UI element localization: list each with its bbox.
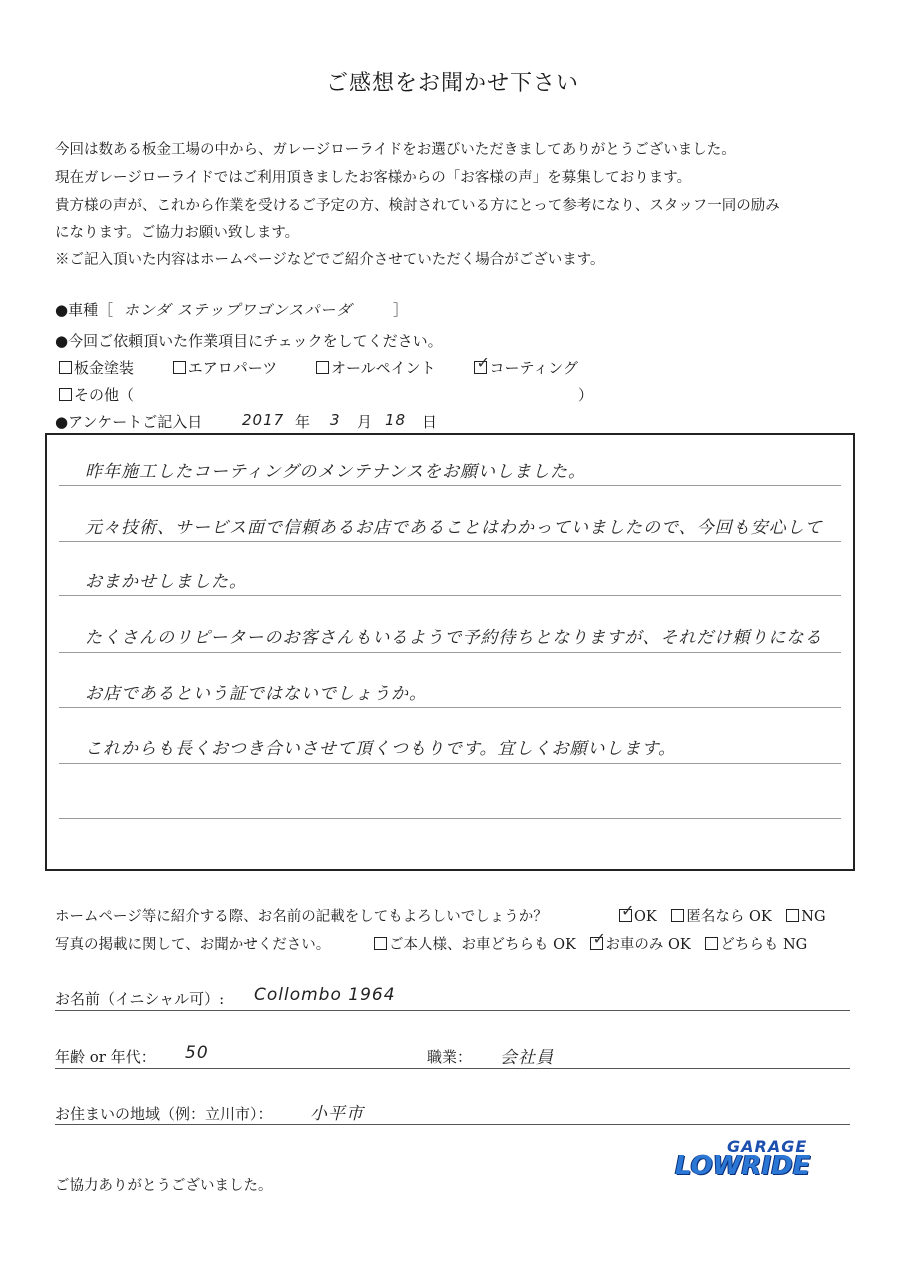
- name-consent-question: ホームページ等に紹介する際、お名前の記載をしてもよろしいでしょうか？: [55, 909, 548, 925]
- comment-line: これからも長くおつき合いさせて頂くつもりです。宜しくお願いします。: [85, 739, 677, 759]
- checkbox[interactable]: [374, 937, 387, 950]
- checkbox[interactable]: [59, 361, 72, 374]
- comment-box[interactable]: [45, 433, 855, 871]
- ruled-line: [59, 485, 841, 486]
- comment-line: おまかせしました。: [85, 572, 247, 592]
- checkbox[interactable]: [474, 353, 490, 374]
- date-month-unit: 月: [357, 413, 373, 431]
- garage-lowride-logo: [675, 1137, 815, 1195]
- ruled-line: [59, 595, 841, 596]
- date-year[interactable]: 2017: [242, 411, 285, 429]
- checkbox[interactable]: [619, 901, 635, 922]
- checkbox[interactable]: [786, 909, 799, 922]
- name-label: お名前（イニシャル可）:: [55, 990, 225, 1008]
- date-year-unit: 年: [295, 413, 311, 431]
- name-option-ng[interactable]: NG: [786, 909, 825, 925]
- job-label: 職業：: [427, 1048, 473, 1066]
- photo-option-ng[interactable]: どちらも NG: [705, 933, 807, 954]
- date-month[interactable]: 3: [330, 411, 341, 429]
- photo-option-car[interactable]: ✓ お車のみ OK: [592, 929, 691, 953]
- job-value[interactable]: 会社員: [500, 1048, 554, 1068]
- date-day-unit: 日: [422, 413, 438, 431]
- name-option-anon[interactable]: 匿名なら OK: [671, 905, 771, 926]
- name-consent-options: [619, 901, 826, 926]
- underline: [55, 1124, 850, 1125]
- comment-line: お店であるという証ではないでしょうか。: [85, 684, 427, 704]
- intro-line: になります。ご協力お願い致します。: [55, 225, 300, 241]
- other-close: ）: [578, 386, 594, 404]
- option-coating[interactable]: ✓ コーティング: [476, 353, 578, 377]
- option-bankin[interactable]: 板金塗装: [59, 357, 134, 378]
- area-value[interactable]: 小平市: [310, 1104, 364, 1124]
- page-title: ご感想をお聞かせ下さい: [325, 71, 579, 96]
- underline: [55, 1068, 850, 1069]
- photo-consent-question: 写真の掲載に関して、お聞かせください。: [55, 937, 331, 953]
- date-day[interactable]: 18: [385, 411, 407, 429]
- ruled-line: [59, 652, 841, 653]
- comment-line: たくさんのリピーターのお客さんもいるようで予約待ちとなりますが、それだけ頼りになる: [85, 628, 823, 648]
- name-option-ok[interactable]: ✓ OK: [621, 901, 657, 925]
- age-label: 年齢 or 年代：: [55, 1048, 156, 1066]
- logo-main-text: LOWRIDE: [675, 1151, 811, 1181]
- checkbox[interactable]: [173, 361, 186, 374]
- area-label: お住まいの地域（例：立川市）：: [55, 1105, 273, 1123]
- comment-line: 昨年施工したコーティングのメンテナンスをお願いしました。: [85, 462, 586, 482]
- photo-consent-options: [374, 929, 808, 954]
- check-mark-icon: ✓: [621, 901, 635, 920]
- option-aero[interactable]: エアロパーツ: [173, 357, 277, 378]
- vehicle-label: ●車種［: [55, 301, 114, 319]
- vehicle-value[interactable]: ホンダ ステップワゴンスパーダ: [123, 301, 353, 319]
- checkbox[interactable]: [590, 929, 606, 950]
- checkbox[interactable]: [705, 937, 718, 950]
- checkbox[interactable]: [59, 388, 72, 401]
- ruled-line: [59, 707, 841, 708]
- date-label: ●アンケートご記入日: [55, 413, 203, 431]
- work-options: [59, 353, 606, 378]
- other-row: [59, 384, 134, 405]
- vehicle-close: ］: [393, 301, 409, 319]
- vehicle-row: [55, 299, 352, 320]
- intro-line: 貴方様の声が、これから作業を受けるご予定の方、検討されている方にとって参考になり、スタッフ一同の励み: [55, 198, 780, 214]
- photo-option-both[interactable]: ご本人様、お車どちらも OK: [374, 933, 576, 954]
- intro-line: 今回は数ある板金工場の中から、ガレージローライドをお選びいただきましてありがとうございました。: [55, 142, 736, 158]
- ruled-line: [59, 763, 841, 764]
- checkbox[interactable]: [671, 909, 684, 922]
- intro-line: 現在ガレージローライドではご利用頂きましたお客様からの「お客様の声」を募集しております。: [55, 170, 692, 186]
- other-label: その他（: [74, 386, 135, 404]
- check-mark-icon: ✓: [592, 929, 606, 948]
- comment-line: 元々技術、サービス面で信頼あるお店であることはわかっていましたので、今回も安心して: [85, 518, 823, 538]
- ruled-line: [59, 818, 841, 819]
- ruled-line: [59, 541, 841, 542]
- logo-top-text: GARAGE: [727, 1137, 808, 1156]
- closing-text: ご協力ありがとうございました。: [55, 1178, 273, 1194]
- option-allpaint[interactable]: オールペイント: [316, 357, 436, 378]
- name-value[interactable]: Collombo 1964: [254, 985, 396, 1005]
- check-mark-icon: ✓: [476, 353, 490, 372]
- work-prompt: ●今回ご依頼頂いた作業項目にチェックをしてください。: [55, 332, 443, 350]
- intro-line: ※ご記入頂いた内容はホームページなどでご紹介させていただく場合がございます。: [55, 252, 605, 268]
- underline: [55, 1010, 850, 1011]
- checkbox[interactable]: [316, 361, 329, 374]
- age-value[interactable]: 50: [185, 1043, 209, 1063]
